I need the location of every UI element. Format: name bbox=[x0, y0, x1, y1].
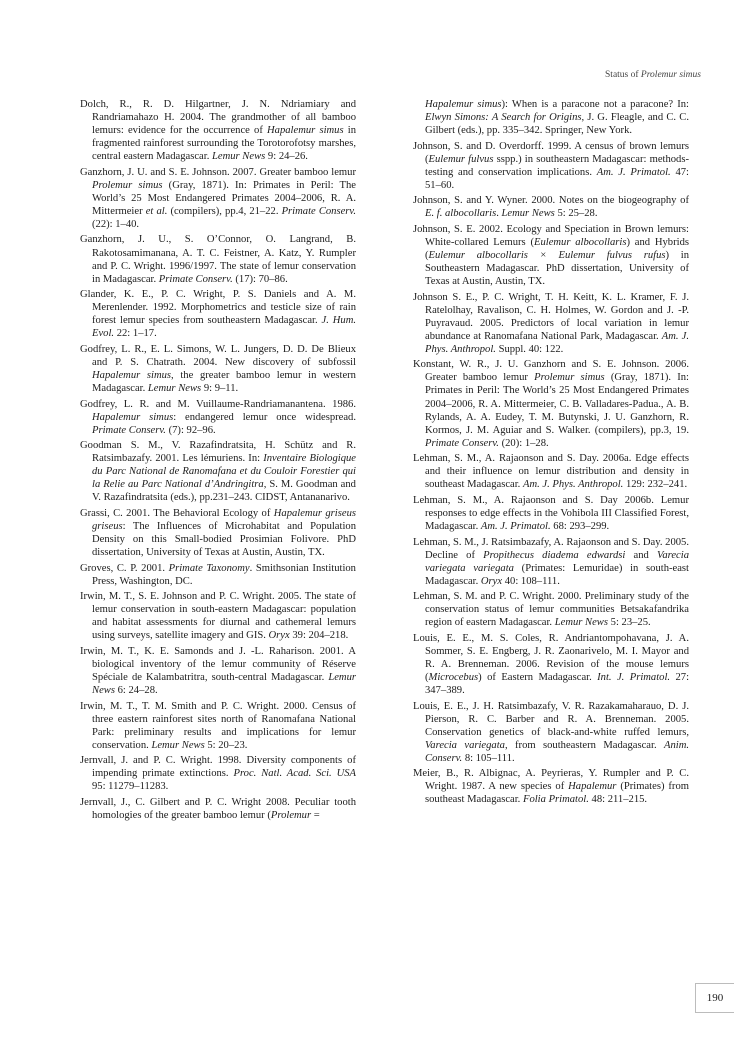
reference-italic-text: Lemur News bbox=[212, 151, 266, 163]
reference-text: sspp.) in southeastern Madagascar: methods-testing and conservation implications. bbox=[425, 153, 690, 178]
reference-text: 48: 211–215. bbox=[588, 794, 648, 806]
reference-entry bbox=[413, 536, 689, 588]
reference-entry bbox=[80, 507, 356, 559]
reference-entry bbox=[80, 343, 356, 395]
reference-text: , J. G. Fleagle, and C. C. Gilbert (eds.), pp. 335–342. Springer, New York. bbox=[425, 112, 689, 137]
references-right-column bbox=[413, 98, 689, 809]
reference-text: Glander, K. E., P. C. Wright, P. S. Daniels and A. M. Merenlender. 1992. Morphometrics and testicle size of rain forest lemur species from southeastern Madagascar. bbox=[80, 289, 356, 327]
reference-text: Irwin, M. T., T. M. Smith and P. C. Wright. 2000. Census of three eastern rainforest sites north of Ranomafana National Park: preliminary results and implications for lemur conservation. bbox=[80, 700, 356, 751]
reference-text: 68: 293–299. bbox=[550, 520, 610, 532]
reference-entry bbox=[80, 562, 356, 588]
reference-italic-text: Varecia variegata bbox=[425, 739, 505, 751]
reference-text: Louis, E. E., M. S. Coles, R. Andriantompohavana, J. A. Sommer, S. E. Engberg, J. R. Zaonarivelo, M. I. Mayor and R. A. Brenneman. 2006. Revision of the mouse lemurs ( bbox=[413, 632, 689, 683]
reference-italic-text: Hapalemur simus bbox=[92, 369, 172, 381]
reference-entry bbox=[80, 796, 356, 822]
reference-text: Johnson, S. and Y. Wyner. 2000. Notes on the biogeography of bbox=[413, 195, 689, 207]
reference-text: Lehman, S. M., A. Rajaonson and S. Day 2006b. Lemur responses to edge effects in the Vohibola III Classified Forest, Madagascar. bbox=[413, 494, 689, 532]
reference-entry bbox=[413, 223, 689, 288]
reference-text: Irwin, M. T., S. E. Johnson and P. C. Wright. 2005. The state of lemur conservation in south-eastern Madagascar: population and habitat assessments for diurnal and cathemeral lemurs using surveys, satellite imagery and GIS. bbox=[80, 591, 356, 642]
reference-text: Lehman, S. M., A. Rajaonson and S. Day. 2006a. Edge effects and their influence on lemur distribution and density in southeast Madagascar. bbox=[413, 453, 689, 491]
reference-text: (Gray, 1871). In: Primates in Peril: The World’s 25 Most Endangered Primates 2004–2006, R. A. Mittermeier, C. B. Valladares-Padua., A. B. Rylands, A. A. Eudey, T. M. Butynski, J. U. Ganzhorn, R. Kormos, J. M. Aguiar and S. Walker. (compilers), pp.3, 19. bbox=[425, 372, 690, 436]
reference-entry bbox=[80, 590, 356, 642]
reference-text: 27: 347–389. bbox=[425, 671, 690, 697]
reference-text: 40: 108–111. bbox=[502, 575, 560, 587]
reference-text: ) and Hybrids ( bbox=[425, 236, 689, 262]
reference-text: (7): 92–96. bbox=[165, 424, 216, 436]
running-head-prefix: Status of bbox=[605, 70, 641, 80]
reference-italic-text: Hapalemur simus bbox=[92, 411, 174, 423]
reference-text: ) in Southeastern Madagascar. PhD dissertation, University of Texas at Austin, Austin, TX. bbox=[425, 250, 689, 288]
reference-entry bbox=[80, 754, 356, 793]
reference-entry bbox=[413, 700, 689, 765]
reference-text: 5: 20–23. bbox=[204, 739, 248, 751]
reference-italic-text: Elwyn Simons: A Search for Origins bbox=[425, 112, 582, 124]
reference-text: . Smithsonian Institution Press, Washington, DC. bbox=[92, 562, 356, 587]
reference-text: and bbox=[625, 549, 658, 561]
reference-entry bbox=[80, 288, 356, 340]
reference-text: Suppl. 40: 122. bbox=[495, 343, 564, 355]
reference-italic-text: J. Hum. Evol. bbox=[92, 315, 356, 340]
reference-text: 39: 204–218. bbox=[289, 630, 349, 642]
reference-italic-text: Am. J. Phys. Anthropol. bbox=[522, 479, 624, 491]
reference-entry bbox=[413, 194, 689, 220]
reference-italic-text: Eulemur fulvus bbox=[428, 153, 494, 165]
reference-italic-text: Prolemur bbox=[270, 809, 312, 821]
reference-entry bbox=[80, 166, 356, 231]
reference-text: Johnson, S. and D. Overdorff. 1999. A census of brown lemurs ( bbox=[413, 140, 689, 165]
reference-entry bbox=[80, 398, 356, 437]
reference-italic-text: Primate Conserv. bbox=[425, 437, 499, 449]
reference-text: (22): 1–40. bbox=[92, 218, 140, 230]
reference-text: Ganzhorn, J. U. and S. E. Johnson. 2007. Greater bamboo lemur bbox=[80, 166, 356, 178]
reference-text: Jernvall, J., C. Gilbert and P. C. Wright 2008. Peculiar tooth homologies of the greater bamboo lemur ( bbox=[80, 796, 356, 821]
reference-italic-text: Primate Conserv. bbox=[158, 273, 233, 285]
reference-entry bbox=[413, 494, 689, 533]
reference-italic-text: Propithecus diadema edwardsi bbox=[483, 549, 626, 561]
reference-text: (17): 70–86. bbox=[232, 273, 288, 285]
reference-italic-text: Lemur News bbox=[92, 671, 356, 697]
reference-text: ) of Eastern Madagascar. bbox=[478, 671, 598, 683]
reference-italic-text: Lemur News bbox=[554, 617, 608, 629]
reference-text: (Primates: Lemuridae) in south-east Madagascar. bbox=[425, 562, 689, 587]
references-left-column bbox=[80, 98, 356, 824]
reference-text: Ganzhorn, J. U., S. O’Connor, O. Langrand, B. Rakotosamimanana, A. T. C. Feistner, A. Katz, Y. Rumpler and P. C. Wright. 1996/1997. The state of lemur conservation in Madagascar. bbox=[80, 234, 356, 285]
running-head bbox=[605, 70, 701, 80]
reference-entry bbox=[80, 98, 356, 163]
reference-entry bbox=[413, 140, 689, 192]
reference-text: Jernvall, J. and P. C. Wright. 1998. Diversity components of impending primate extinctions. bbox=[80, 755, 356, 780]
reference-italic-text: Prolemur simus bbox=[92, 179, 163, 191]
reference-italic-text: Eulemur albocollaris bbox=[533, 236, 627, 248]
reference-text: Grassi, C. 2001. The Behavioral Ecology of bbox=[80, 507, 274, 519]
reference-text: Louis, E. E., J. H. Ratsimbazafy, V. R. Razakamaharauo, D. J. Pierson, R. C. Barber and R. A. Brenneman. 2005. Conservation genetics of black-and-white ruffed lemurs, bbox=[413, 700, 689, 738]
reference-text: Dolch, R., R. D. Hilgartner, J. N. Ndriamiary and Randriamahazo H. 2004. The grandmother of all bamboo lemurs: evidence for the occurrence of bbox=[80, 99, 356, 137]
reference-italic-text: Oryx bbox=[268, 630, 290, 642]
reference-italic-text: Proc. Natl. Acad. Sci. USA bbox=[233, 768, 356, 780]
reference-text: 47: 51–60. bbox=[425, 166, 690, 191]
reference-text: Goodman S. M., V. Razafindratsita, H. Schütz and R. Ratsimbazafy. 2001. Les lémuriens. In: bbox=[80, 440, 356, 465]
reference-italic-text: Am. J. Phys. Anthropol. bbox=[425, 330, 689, 355]
reference-text: Godfrey, L. R., E. L. Simons, W. L. Jungers, D. D. De Blieux and P. S. Chatrath. 2004. New discovery of subfossil bbox=[80, 343, 356, 368]
reference-italic-text: Hapalemur griseus griseus bbox=[92, 507, 356, 532]
reference-text: 9: 24–26. bbox=[265, 151, 308, 163]
reference-text: Lehman, S. M. and P. C. Wright. 2000. Preliminary study of the conservation status of lemur communities Betsakafandrika region of eastern Madagascar. bbox=[413, 591, 689, 629]
reference-text: Irwin, M. T., K. E. Samonds and J. -L. Raharison. 2001. A biological inventory of the lemur community of Réserve Spéciale de Kalambatritra, south-central Madagascar. bbox=[80, 645, 356, 683]
reference-text: 9: 9–11. bbox=[201, 382, 239, 394]
reference-entry bbox=[413, 291, 689, 356]
reference-italic-text: Oryx bbox=[480, 575, 503, 587]
reference-italic-text: Inventaire Biologique du Parc National de Ranomafana et du Couloir Forestier qui la Relie au Parc National d’Andringitra bbox=[92, 453, 356, 491]
reference-entry bbox=[413, 767, 689, 806]
reference-italic-text: Varecia variegata variegata bbox=[425, 549, 689, 574]
reference-text: Godfrey, L. R. and M. Vuillaume-Randriamanantena. 1986. bbox=[80, 398, 356, 410]
reference-text: : The Influences of Microhabitat and Population Density on this Small-bodied Prosimian Folivore. PhD dissertation, University of Texas at Austin, Austin, TX. bbox=[92, 520, 356, 559]
reference-italic-text: Hapalemur bbox=[568, 781, 617, 793]
reference-text: (Gray, 1871). In: Primates in Peril: The World’s 25 Most Endangered Primates 2004–2006, R. A. Mittermeier bbox=[92, 179, 356, 217]
reference-italic-text: Anim. Conserv. bbox=[425, 739, 689, 764]
reference-text: (Primates) from southeast Madagascar. bbox=[425, 781, 689, 806]
reference-entry bbox=[80, 439, 356, 504]
reference-entry bbox=[413, 358, 689, 449]
reference-text: , S. M. Goodman and V. Razafindratsita (eds.), pp.231–243. CIDST, Antananarivo. bbox=[92, 479, 356, 504]
running-head-species: Prolemur simus bbox=[640, 70, 701, 80]
reference-entry bbox=[413, 452, 689, 491]
reference-text: : endangered lemur once widespread. bbox=[173, 411, 356, 423]
reference-text: Groves, C. P. 2001. bbox=[80, 562, 169, 574]
reference-italic-text: Hapalemur simus bbox=[425, 99, 502, 110]
reference-italic-text: Int. J. Primatol. bbox=[597, 671, 671, 683]
reference-italic-text: Folia Primatol. bbox=[522, 794, 589, 806]
reference-italic-text: Hapalemur simus bbox=[267, 125, 344, 137]
reference-text: (20): 1–28. bbox=[498, 437, 549, 449]
reference-italic-text: Primate Conserv. bbox=[281, 205, 356, 217]
reference-text: 5: 25–28. bbox=[554, 208, 598, 220]
reference-text: ): When is a paracone not a paracone? In: bbox=[501, 99, 689, 110]
reference-entry bbox=[413, 98, 689, 137]
reference-entry bbox=[80, 700, 356, 752]
reference-text: 22: 1–17. bbox=[114, 328, 157, 340]
reference-text: Johnson S. E., P. C. Wright, T. H. Keitt, K. L. Kramer, F. J. Ratelolhay, Ravalison, C. H. Holmes, W. Gordon and J. -P. Puyravaud. 2005. Predictors of local variation in lemur abundance at Ranomafana National Park, Madagascar. bbox=[413, 291, 689, 342]
reference-italic-text: Lemur News bbox=[151, 739, 205, 751]
reference-entry bbox=[80, 645, 356, 697]
reference-text: 95: 11279–11283. bbox=[92, 781, 169, 793]
reference-text: , the greater bamboo lemur in western Madagascar. bbox=[92, 369, 356, 394]
reference-text: 5: 23–25. bbox=[608, 617, 651, 629]
reference-text: 8: 105–111. bbox=[462, 752, 515, 764]
reference-italic-text: E. f. albocollaris bbox=[425, 208, 497, 220]
reference-italic-text: Am. J. Primatol. bbox=[596, 166, 671, 178]
reference-text: Lehman, S. M., J. Ratsimbazafy, A. Rajaonson and S. Day. 2005. Decline of bbox=[413, 536, 689, 561]
reference-text: . bbox=[496, 208, 502, 220]
reference-italic-text: Prolemur simus bbox=[534, 372, 605, 384]
reference-text: 6: 24–28. bbox=[114, 685, 158, 697]
reference-text: = bbox=[311, 809, 320, 821]
reference-entry bbox=[413, 632, 689, 697]
reference-italic-text: Microcebus bbox=[428, 671, 479, 683]
reference-italic-text: Primate Taxonomy bbox=[168, 562, 250, 574]
reference-italic-text: et al. bbox=[145, 205, 168, 217]
reference-italic-text: Lemur News bbox=[147, 382, 202, 394]
page-number: 190 bbox=[695, 983, 734, 1013]
reference-entry bbox=[413, 590, 689, 629]
reference-text: 129: 232–241. bbox=[623, 479, 688, 491]
reference-italic-text: Lemur News bbox=[501, 208, 555, 220]
reference-italic-text: Eulemur albocollaris × Eulemur fulvus rufus bbox=[428, 250, 666, 262]
reference-text: , from southeastern Madagascar. bbox=[504, 739, 664, 751]
reference-text: (compilers), pp.4, 21–22. bbox=[167, 205, 282, 217]
reference-italic-text: Am. J. Primatol. bbox=[480, 520, 551, 532]
reference-italic-text: Primate Conserv. bbox=[92, 424, 166, 436]
reference-entry bbox=[80, 233, 356, 285]
reference-text: Konstant, W. R., J. U. Ganzhorn and S. E. Johnson. 2006. Greater bamboo lemur bbox=[413, 359, 689, 384]
reference-text: Johnson, S. E. 2002. Ecology and Speciation in Brown lemurs: White-collared Lemurs ( bbox=[413, 223, 689, 248]
reference-text: in fragmented rainforest surrounding the Torotorofotsy marshes, central eastern Madagascar. bbox=[92, 125, 356, 163]
reference-text: Meier, B., R. Albignac, A. Peyrieras, Y. Rumpler and P. C. Wright. 1987. A new species of bbox=[413, 768, 689, 793]
